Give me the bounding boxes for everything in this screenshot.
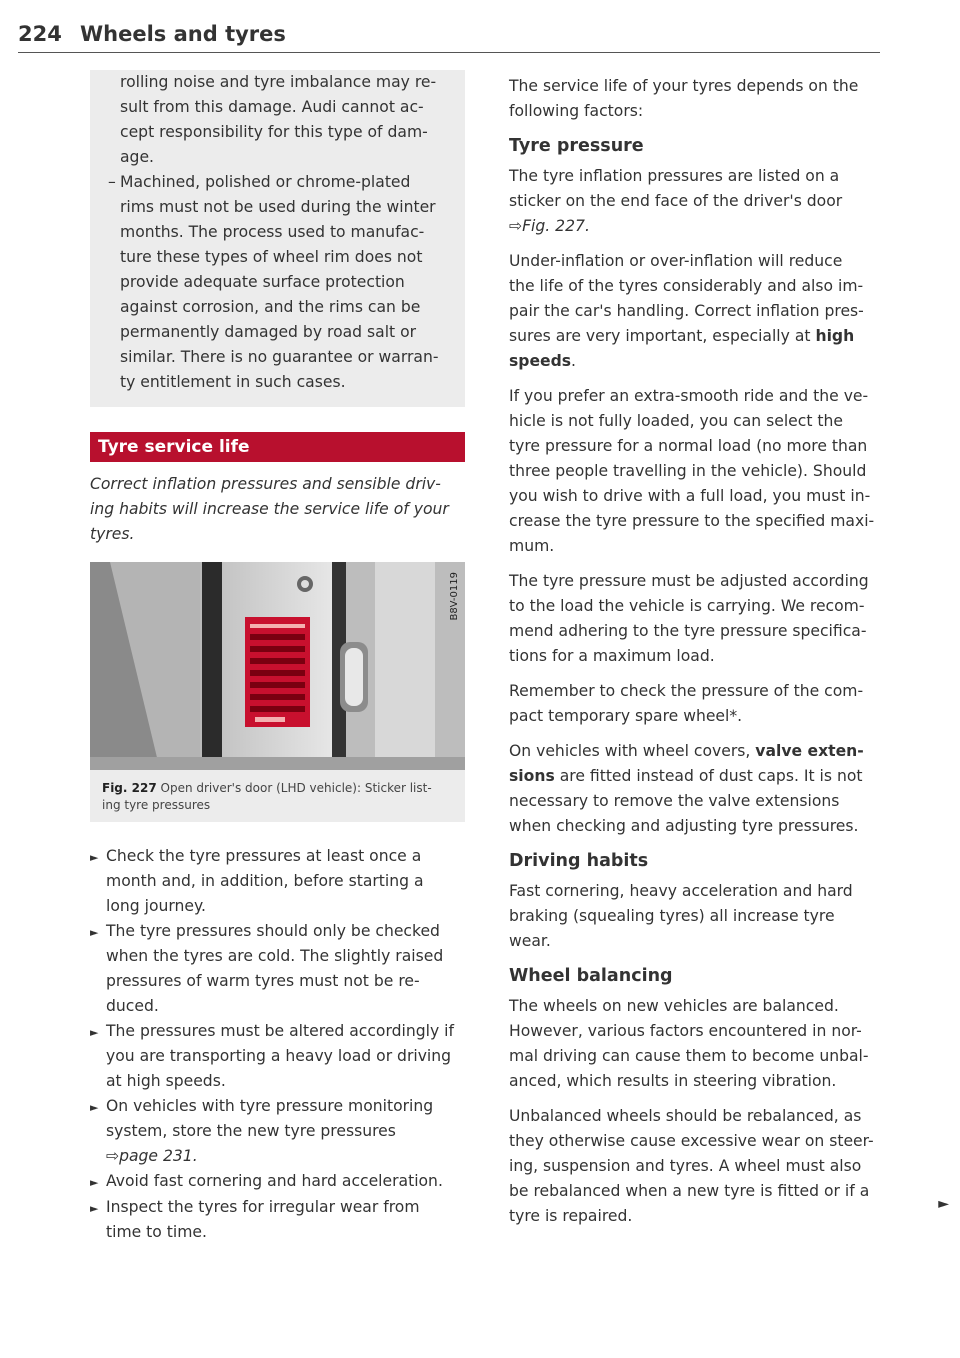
note-line: months. The process used to manufac- — [120, 223, 425, 241]
bullet-icon: ► — [90, 1101, 99, 1114]
door-sticker-illustration — [90, 562, 465, 770]
note-line: permanently damaged by road salt or — [120, 323, 417, 341]
note-line: Machined, polished or chrome-plated — [120, 173, 411, 191]
list-item: ► Avoid fast cornering and hard acceleration. — [90, 1169, 465, 1195]
dash-marker: – — [108, 173, 116, 191]
paragraph: Fast cornering, heavy acceleration and hard braking (squealing tyres) all increase tyre wear. — [509, 882, 853, 950]
list-item: ► On vehicles with tyre pressure monitoring system, store the new tyre pressures ⇨page 231. — [90, 1094, 465, 1169]
list-item: ► Check the tyre pressures at least once a month and, in addition, before starting a long journey. — [90, 844, 465, 919]
emphasis: high speeds — [509, 327, 855, 370]
note-line: cept responsibility for this type of dam- — [120, 123, 428, 141]
paragraph: Under-inflation or over-inflation will reduce the life of the tyres considerably and also im- pair the car's handling. Correct inflation pres- sures are very important, especially at high speeds. — [509, 252, 864, 370]
note-line: ture these types of wheel rim does not — [120, 248, 423, 266]
list-item: ► Inspect the tyres for irregular wear from time to time. — [90, 1195, 465, 1245]
note-box — [90, 70, 465, 407]
door-sticker-photo — [90, 562, 465, 770]
emphasis: valve exten- sions — [509, 742, 864, 785]
paragraph: The tyre pressure must be adjusted according to the load the vehicle is carrying. We recom- mend adhering to the tyre pressure specifica- tions for a maximum load. — [509, 572, 869, 665]
left-column — [90, 70, 465, 1245]
heading-tyre-pressure: Tyre pressure — [509, 136, 644, 156]
paragraph: The tyre inflation pressures are listed on a sticker on the end face of the driver's door ⇨Fig. 227. — [509, 167, 843, 235]
figure-227 — [90, 562, 465, 822]
section-title: Tyre service life — [90, 432, 465, 462]
note-line: rolling noise and tyre imbalance may re- — [120, 73, 437, 91]
note-dash-item — [108, 170, 447, 195]
instruction-list — [90, 844, 465, 1245]
note-line: age. — [120, 148, 155, 166]
chapter-title: Wheels and tyres — [80, 22, 286, 46]
page-number: 224 — [18, 22, 62, 46]
right-column — [509, 74, 949, 1239]
note-line: rims must not be used during the winter — [120, 198, 436, 216]
bullet-icon: ► — [90, 926, 99, 939]
bullet-icon: ► — [90, 1026, 99, 1039]
paragraph: On vehicles with wheel covers, valve exten- sions are fitted instead of dust caps. It is not necessary to remove the valve extensions when checking and adjusting tyre pressures. — [509, 742, 864, 835]
bullet-icon: ► — [90, 851, 99, 864]
heading-driving-habits: Driving habits — [509, 851, 649, 871]
figure-caption: Fig. 227 Open driver's door (LHD vehicle): Sticker list- ing tyre pressures — [102, 781, 432, 812]
paragraph: Unbalanced wheels should be rebalanced, as they otherwise cause excessive wear on steer- ing, suspension and tyres. A wheel must also be rebalanced when a new tyre is fitted or if a tyre is repaired. ► — [509, 1107, 949, 1225]
note-line: ty entitlement in such cases. — [120, 373, 346, 391]
heading-wheel-balancing: Wheel balancing — [509, 966, 673, 986]
page-reference-link[interactable]: ⇨page 231. — [106, 1147, 198, 1165]
bullet-icon: ► — [90, 1176, 99, 1189]
paragraph: Remember to check the pressure of the com- pact temporary spare wheel*. — [509, 682, 864, 725]
figure-reference-link[interactable]: ⇨Fig. 227. — [509, 217, 590, 235]
paragraph: The wheels on new vehicles are balanced. However, various factors encountered in nor- mal driving can cause them to become unbal- anced, which results in steering vibration. — [509, 997, 869, 1090]
figure-code: B8V-0119 — [449, 572, 460, 621]
list-item: ► The pressures must be altered accordingly if you are transporting a heavy load or driving at high speeds. — [90, 1019, 465, 1094]
paragraph: If you prefer an extra-smooth ride and the ve- hicle is not fully loaded, you can select the tyre pressure for a normal load (no more than three people travelling in the vehicle). Should you wish to drive with a full load, you must in- crease the tyre pressure to the specified maxi- mum. — [509, 387, 875, 555]
note-line: against corrosion, and the rims can be — [120, 298, 421, 316]
section-intro: Correct inflation pressures and sensible driv- ing habits will increase the service life of your tyres. — [90, 475, 449, 543]
list-item: ► The tyre pressures should only be checked when the tyres are cold. The slightly raised pressures of warm tyres must not be re- duced. — [90, 919, 465, 1019]
bullet-icon: ► — [90, 1202, 99, 1215]
note-line: similar. There is no guarantee or warran- — [120, 348, 439, 366]
paragraph: The service life of your tyres depends on the following factors: — [509, 77, 859, 120]
figure-label: Fig. 227 — [102, 781, 157, 795]
continue-arrow-icon: ► — [938, 1196, 949, 1212]
note-line: provide adequate surface protection — [120, 273, 405, 291]
note-line: sult from this damage. Audi cannot ac- — [120, 98, 424, 116]
page-header — [18, 22, 880, 53]
